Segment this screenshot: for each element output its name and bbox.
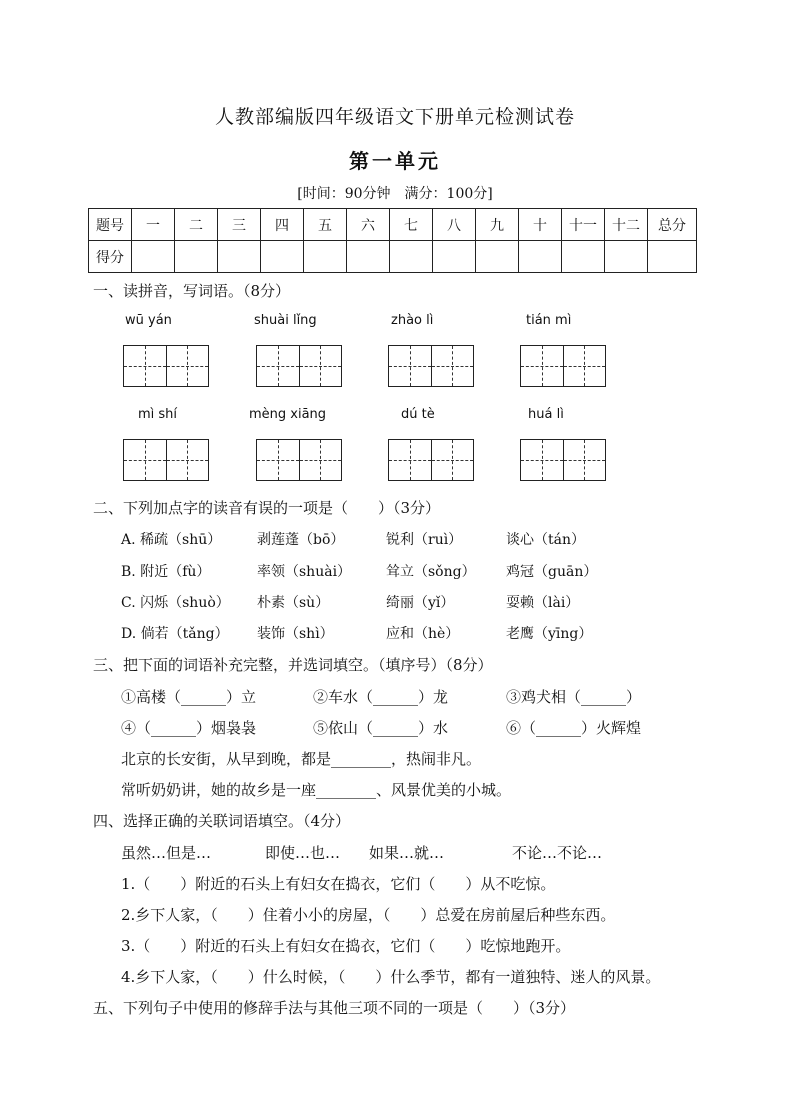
q4-choice: 虽然…但是… xyxy=(121,844,212,862)
score-cell[interactable] xyxy=(132,241,175,273)
row-label: 得分 xyxy=(89,241,132,273)
writing-grid[interactable] xyxy=(520,345,606,387)
writing-grid[interactable] xyxy=(520,439,606,481)
score-cell[interactable] xyxy=(605,241,648,273)
score-cell[interactable] xyxy=(433,241,476,273)
q1-heading: 一、读拼音，写词语。（8分） xyxy=(93,282,291,300)
q2-option: 应和（hè） xyxy=(386,626,460,642)
col-header: 四 xyxy=(261,209,304,241)
q3-word: ①高楼（______）立 xyxy=(121,688,257,706)
q2-heading: 二、下列加点字的读音有误的一项是（ ）（3分） xyxy=(93,499,441,517)
writing-grid[interactable] xyxy=(256,439,342,481)
q4-heading: 四、选择正确的关联词语填空。（4分） xyxy=(93,812,351,830)
q3-sentence: 北京的长安街，从早到晚，都是________，热闹非凡。 xyxy=(121,750,482,768)
page-title: 人教部编版四年级语文下册单元检测试卷 xyxy=(214,106,575,128)
q2-option: A. 稀疏（shū） xyxy=(121,532,222,548)
col-header: 七 xyxy=(390,209,433,241)
pinyin-label: mèng xiāng xyxy=(249,407,327,422)
q2-option: 谈心（tán） xyxy=(506,532,585,548)
q3-word: ④（______）烟袅袅 xyxy=(121,719,257,737)
row-label: 题号 xyxy=(89,209,132,241)
col-header: 九 xyxy=(476,209,519,241)
writing-grid[interactable] xyxy=(123,439,209,481)
q2-option: 剥莲蓬（bō） xyxy=(257,532,345,548)
writing-grid[interactable] xyxy=(388,345,474,387)
q4-item: 3.（ ）附近的石头上有妇女在捣衣，它们（ ）吃惊地跑开。 xyxy=(121,937,571,955)
score-cell[interactable] xyxy=(519,241,562,273)
q4-choice: 如果…就… xyxy=(369,844,445,862)
pinyin-label: zhào lì xyxy=(391,313,434,328)
q2-option: D. 倘若（tǎng） xyxy=(121,626,229,642)
q3-word: ⑥（______）火辉煌 xyxy=(506,719,642,737)
q3-word: ⑤依山（______）水 xyxy=(313,719,449,737)
col-header: 十二 xyxy=(605,209,648,241)
q5-heading: 五、下列句子中使用的修辞手法与其他三项不同的一项是（ ）（3分） xyxy=(93,999,576,1017)
q4-item: 1.（ ）附近的石头上有妇女在捣衣，它们（ ）从不吃惊。 xyxy=(121,875,556,893)
pinyin-label: mì shí xyxy=(138,407,178,422)
q2-option: 鸡冠（guān） xyxy=(506,564,598,580)
q4-choice: 不论…不论… xyxy=(512,844,603,862)
q2-option: B. 附近（fù） xyxy=(121,564,211,580)
score-cell[interactable] xyxy=(261,241,304,273)
q3-word: ②车水（______）龙 xyxy=(313,688,449,706)
q2-option: 锐利（ruì） xyxy=(386,532,463,548)
q4-item: 2.乡下人家，（ ）住着小小的房屋，（ ）总爱在房前屋后种些东西。 xyxy=(121,906,616,924)
score-cell[interactable] xyxy=(175,241,218,273)
col-header: 六 xyxy=(347,209,390,241)
score-cell[interactable] xyxy=(562,241,605,273)
pinyin-label: wū yán xyxy=(125,313,172,328)
q2-option: 绮丽（yǐ） xyxy=(386,595,455,611)
col-header: 十 xyxy=(519,209,562,241)
q2-option: 装饰（shì） xyxy=(257,626,334,642)
score-cell[interactable] xyxy=(218,241,261,273)
score-cell[interactable] xyxy=(648,241,697,273)
col-header: 总分 xyxy=(648,209,697,241)
col-header: 八 xyxy=(433,209,476,241)
score-cell[interactable] xyxy=(476,241,519,273)
score-table-header-row xyxy=(89,209,697,241)
col-header: 五 xyxy=(304,209,347,241)
q4-item: 4.乡下人家，（ ）什么时候，（ ）什么季节，都有一道独特、迷人的风景。 xyxy=(121,968,661,986)
pinyin-label: huá lì xyxy=(528,407,564,422)
writing-grid[interactable] xyxy=(388,439,474,481)
col-header: 三 xyxy=(218,209,261,241)
q3-heading: 三、把下面的词语补充完整，并选词填空。（填序号）（8分） xyxy=(93,656,493,674)
col-header: 一 xyxy=(132,209,175,241)
q2-option: C. 闪烁（shuò） xyxy=(121,595,230,611)
score-table xyxy=(88,208,697,273)
q3-sentence: 常听奶奶讲，她的故乡是一座________、风景优美的小城。 xyxy=(121,781,512,799)
score-cell[interactable] xyxy=(304,241,347,273)
q4-choice: 即使…也… xyxy=(265,844,341,862)
pinyin-label: dú tè xyxy=(401,407,435,422)
unit-title: 第一单元 xyxy=(349,149,441,173)
writing-grid[interactable] xyxy=(256,345,342,387)
q2-option: 耍赖（lài） xyxy=(506,595,580,611)
score-table-score-row xyxy=(89,241,697,273)
q3-word: ③鸡犬相（______） xyxy=(506,688,642,706)
writing-grid[interactable] xyxy=(123,345,209,387)
score-cell[interactable] xyxy=(347,241,390,273)
score-cell[interactable] xyxy=(390,241,433,273)
exam-meta: [时间：90分钟 满分：100分] xyxy=(297,186,493,202)
pinyin-label: tián mì xyxy=(526,313,572,328)
q2-option: 耸立（sǒng） xyxy=(386,564,476,580)
q2-option: 率领（shuài） xyxy=(257,564,352,580)
col-header: 二 xyxy=(175,209,218,241)
q2-option: 朴素（sù） xyxy=(257,595,330,611)
pinyin-label: shuài lǐng xyxy=(254,313,317,328)
col-header: 十一 xyxy=(562,209,605,241)
q2-option: 老鹰（yīng） xyxy=(506,626,593,642)
